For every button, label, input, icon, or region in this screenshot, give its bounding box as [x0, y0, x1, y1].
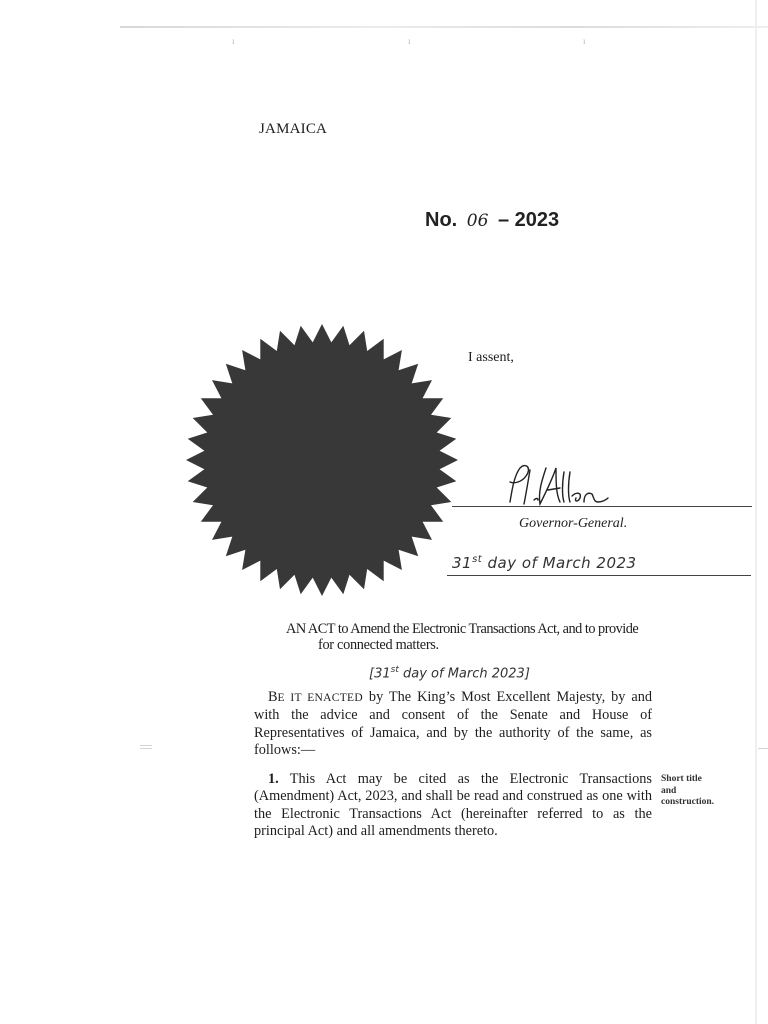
marginal-note-line-3: construction. — [661, 797, 715, 807]
enacting-lead-first: B — [268, 689, 278, 705]
marginal-note — [661, 774, 733, 809]
scan-speck — [140, 745, 152, 746]
assent-text: I assent, — [468, 350, 514, 365]
enacting-clause — [254, 689, 652, 759]
governor-general-title: Governor-General. — [519, 516, 628, 531]
enacting-text: by The King’s Most Excellent Majesty, by and with the advice and consent of the Senate and House of Representatives of Jamaica, and by the authority of the same, as follows:— — [254, 689, 652, 758]
section-1-number: 1. — [268, 771, 279, 787]
governor-general-signature — [500, 462, 610, 510]
date-of-assent-handwritten — [369, 665, 530, 681]
assent-date-handwritten — [452, 554, 637, 572]
scan-edge-top — [120, 26, 768, 28]
act-number-suffix: – 2023 — [497, 209, 560, 231]
scan-speck: ı — [408, 36, 411, 46]
scan-speck — [140, 748, 152, 749]
date-of-assent-suffix: st — [390, 665, 399, 675]
act-title-line-1: AN ACT to Amend the Electronic Transactions Act, and to provide — [286, 621, 639, 637]
date-line — [447, 575, 751, 576]
scan-speck: ı — [232, 36, 235, 46]
section-1-text: This Act may be cited as the Electronic Transactions (Amendment) Act, 2023, and shall be read and construed as one with the Electronic Transactions Act (hereinafter referred to as the principal Act) and all amendments thereto. — [254, 771, 652, 839]
assent-date-rest: day of March 2023 — [487, 554, 637, 572]
marginal-note-line-1: Short title — [661, 774, 702, 784]
date-of-assent-close: ] — [524, 666, 530, 682]
date-of-assent-day: 31 — [374, 666, 391, 682]
scan-speck — [758, 748, 768, 749]
act-number-prefix: No. — [425, 209, 458, 231]
date-of-assent-rest: day of March 2023 — [402, 666, 525, 682]
scan-speck: ı — [583, 36, 586, 46]
assent-date-day: 31 — [452, 554, 473, 572]
enacting-lead-rest: E IT ENACTED — [277, 692, 363, 704]
signature-line — [452, 506, 752, 507]
marginal-note-line-2: and — [661, 785, 677, 796]
date-of-assent-open: [ — [369, 666, 375, 682]
country-heading: JAMAICA — [259, 121, 328, 137]
assent-date-suffix: st — [472, 554, 483, 565]
section-1 — [254, 771, 652, 840]
starburst-seal-icon — [186, 322, 458, 598]
act-title-line-2: for connected matters. — [318, 637, 439, 653]
act-number — [425, 209, 559, 232]
act-number-handwritten: 06 — [466, 211, 489, 231]
scan-edge-right — [755, 0, 757, 1024]
